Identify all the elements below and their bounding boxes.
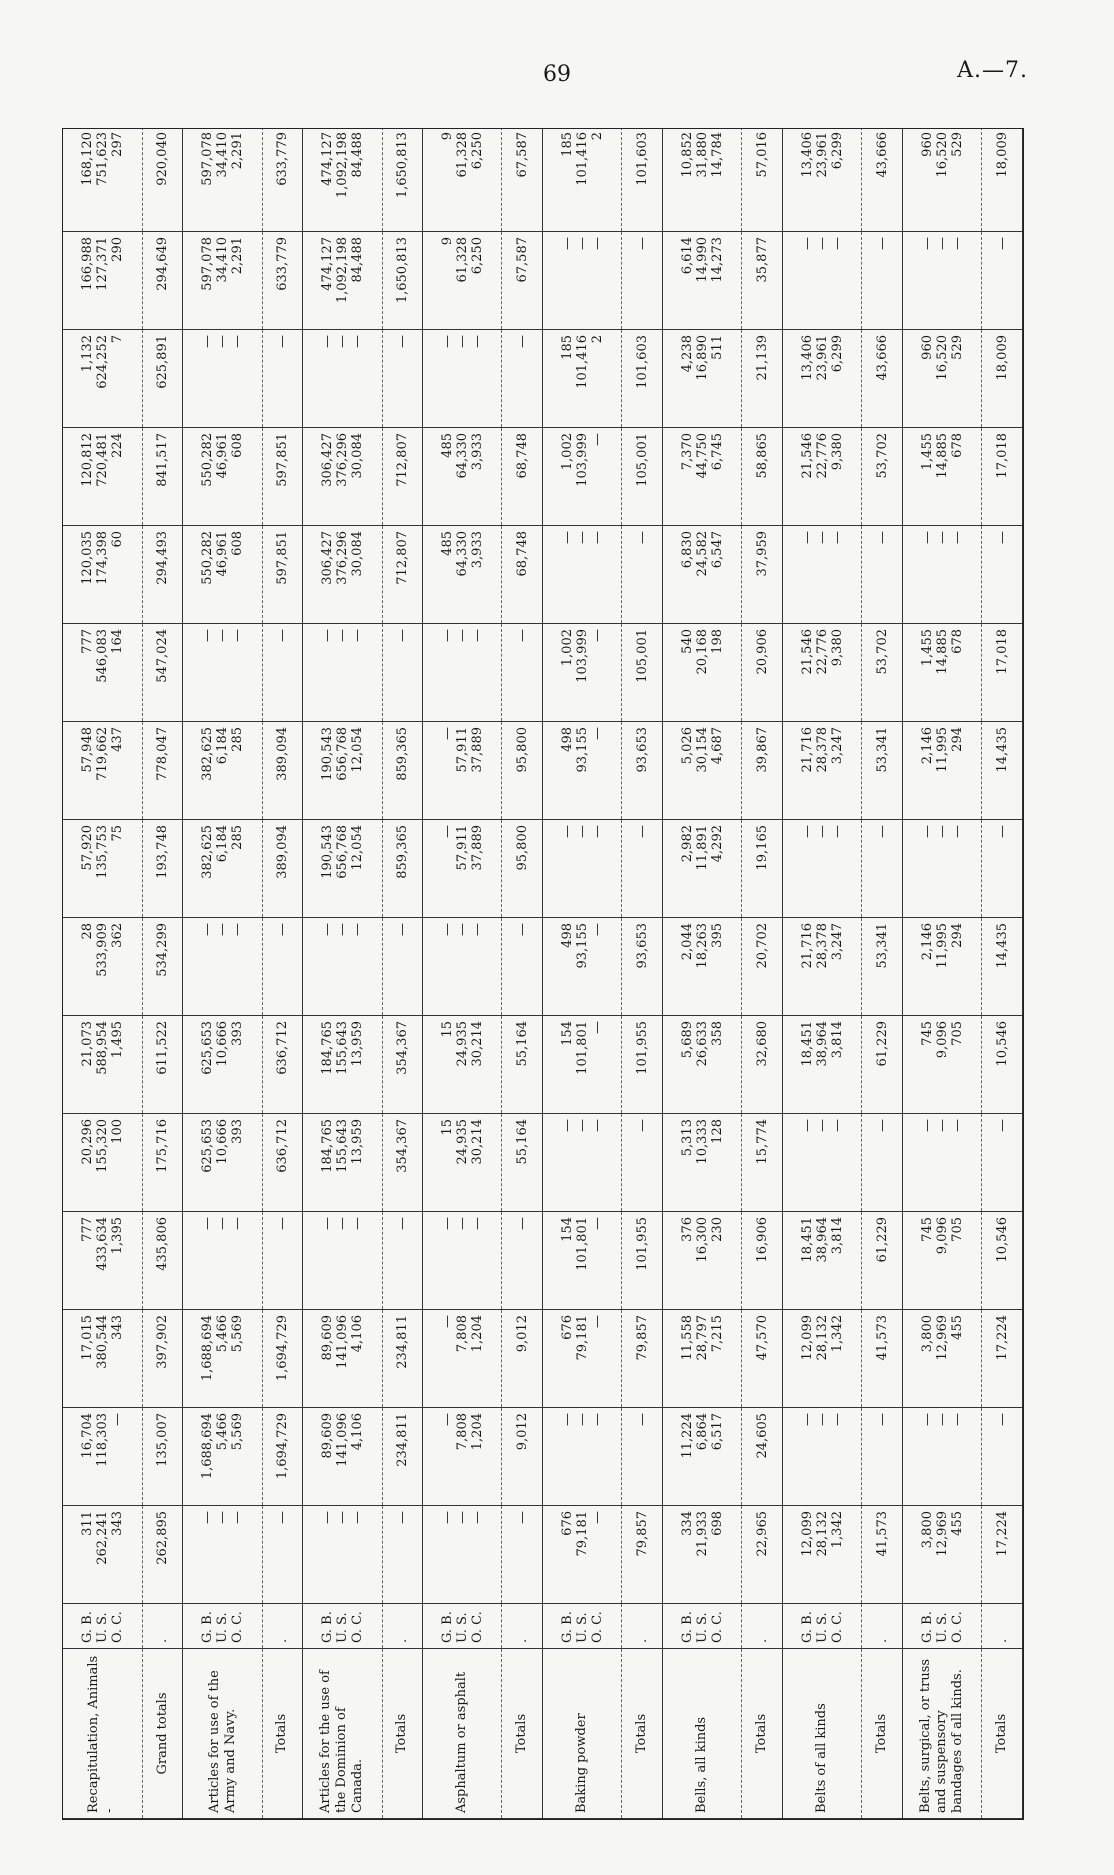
value-cell: — — —: [303, 918, 382, 1016]
value-cell: 12,099 28,132 1,342: [783, 1310, 862, 1408]
value-cell: 777 433,634 1,395: [63, 1212, 142, 1310]
rotated-ledger: [63, 129, 1023, 1819]
value-cell: — — —: [543, 1114, 622, 1212]
value-cell: 485 64,330 3,933: [423, 428, 502, 526]
item-row: [63, 128, 142, 1819]
value-cell: —: [502, 330, 543, 428]
value-cell: 55,164: [502, 1016, 543, 1114]
value-cell: 18,451 38,964 3,814: [783, 1016, 862, 1114]
value-cell: 175,716: [142, 1114, 183, 1212]
totals-row: [502, 128, 543, 1819]
value-cell: 184,765 155,643 13,959: [303, 1114, 382, 1212]
value-cell: 1,002 103,999 —: [543, 624, 622, 722]
value-cell: — 57,911 37,889: [423, 722, 502, 820]
value-cell: 597,078 34,410 2,291: [183, 128, 262, 232]
value-cell: —: [622, 526, 663, 624]
value-cell: 17,018: [982, 624, 1023, 722]
value-cell: 1,455 14,885 678: [902, 624, 981, 722]
value-cell: 745 9,096 705: [902, 1212, 981, 1310]
value-cell: — — —: [303, 1506, 382, 1604]
country-codes: G. B. U. S. O. C.: [303, 1604, 382, 1649]
value-cell: 389,094: [262, 722, 303, 820]
value-cell: 2,146 11,995 294: [902, 918, 981, 1016]
value-cell: — — —: [183, 330, 262, 428]
value-cell: —: [262, 1506, 303, 1604]
row-label: Belts, surgical, or truss and suspensory bandages of all kinds.: [902, 1649, 981, 1819]
value-cell: —: [622, 1114, 663, 1212]
value-cell: —: [982, 1408, 1023, 1506]
value-cell: 960 16,520 529: [902, 330, 981, 428]
value-cell: 43,666: [862, 330, 903, 428]
value-cell: 21,546 22,776 9,380: [783, 428, 862, 526]
value-cell: 1,694,729: [262, 1408, 303, 1506]
value-cell: 15,774: [742, 1114, 783, 1212]
value-cell: 22,965: [742, 1506, 783, 1604]
ledger-body: [63, 128, 1023, 1819]
value-cell: 306,427 376,296 30,084: [303, 526, 382, 624]
value-cell: 39,867: [742, 722, 783, 820]
value-cell: — 7,808 1,204: [423, 1310, 502, 1408]
value-cell: 32,680: [742, 1016, 783, 1114]
value-cell: 53,702: [862, 624, 903, 722]
value-cell: 14,435: [982, 722, 1023, 820]
country-codes: G. B. U. S. O. C.: [663, 1604, 742, 1649]
value-cell: — — —: [783, 820, 862, 918]
country-codes: .: [262, 1604, 303, 1649]
value-cell: — — —: [423, 1506, 502, 1604]
value-cell: 6,614 14,990 14,273: [663, 232, 742, 330]
value-cell: 57,948 719,662 437: [63, 722, 142, 820]
value-cell: 625,891: [142, 330, 183, 428]
item-row: [183, 128, 262, 1819]
item-row: [543, 128, 622, 1819]
value-cell: —: [502, 1212, 543, 1310]
value-cell: 262,895: [142, 1506, 183, 1604]
value-cell: —: [622, 1408, 663, 1506]
value-cell: 474,127 1,092,198 84,488: [303, 128, 382, 232]
value-cell: 190,543 656,768 12,054: [303, 820, 382, 918]
value-cell: 41,573: [862, 1310, 903, 1408]
value-cell: 61,229: [862, 1212, 903, 1310]
value-cell: — — —: [423, 330, 502, 428]
value-cell: —: [502, 918, 543, 1016]
value-cell: 550,282 46,961 608: [183, 428, 262, 526]
totals-row: [142, 128, 183, 1819]
value-cell: 20,906: [742, 624, 783, 722]
value-cell: 24,605: [742, 1408, 783, 1506]
value-cell: 4,238 16,890 511: [663, 330, 742, 428]
country-codes: G. B. U. S. O. C.: [543, 1604, 622, 1649]
value-cell: 611,522: [142, 1016, 183, 1114]
row-label: Totals: [502, 1649, 543, 1819]
value-cell: 21,139: [742, 330, 783, 428]
value-cell: 859,365: [382, 820, 423, 918]
value-cell: 58,865: [742, 428, 783, 526]
page-number: 69: [543, 62, 571, 87]
value-cell: — — —: [783, 1408, 862, 1506]
value-cell: 120,035 174,398 60: [63, 526, 142, 624]
value-cell: 35,877: [742, 232, 783, 330]
value-cell: — — —: [303, 624, 382, 722]
value-cell: —: [382, 1506, 423, 1604]
value-cell: 474,127 1,092,198 84,488: [303, 232, 382, 330]
value-cell: —: [502, 624, 543, 722]
value-cell: 1,650,813: [382, 128, 423, 232]
value-cell: 53,341: [862, 722, 903, 820]
value-cell: —: [862, 1408, 903, 1506]
value-cell: 93,653: [622, 722, 663, 820]
value-cell: 625,653 10,666 393: [183, 1114, 262, 1212]
country-codes: .: [142, 1604, 183, 1649]
ledger-frame: [62, 128, 1024, 1820]
value-cell: 154 101,801 —: [543, 1016, 622, 1114]
country-codes: G. B. U. S. O. C.: [423, 1604, 502, 1649]
row-label: Totals: [862, 1649, 903, 1819]
value-cell: 15 24,935 30,214: [423, 1016, 502, 1114]
totals-row: [742, 128, 783, 1819]
value-cell: 676 79,181 —: [543, 1310, 622, 1408]
value-cell: 47,570: [742, 1310, 783, 1408]
value-cell: 101,603: [622, 330, 663, 428]
value-cell: 2,982 11,891 4,292: [663, 820, 742, 918]
value-cell: 498 93,155 —: [543, 918, 622, 1016]
value-cell: —: [622, 232, 663, 330]
value-cell: 354,367: [382, 1114, 423, 1212]
value-cell: — — —: [303, 330, 382, 428]
value-cell: 41,573: [862, 1506, 903, 1604]
value-cell: 397,902: [142, 1310, 183, 1408]
value-cell: — — —: [183, 1212, 262, 1310]
value-cell: 745 9,096 705: [902, 1016, 981, 1114]
value-cell: 68,748: [502, 428, 543, 526]
value-cell: — — —: [423, 918, 502, 1016]
value-cell: 9,012: [502, 1408, 543, 1506]
document-id: A.—7.: [957, 58, 1028, 83]
value-cell: 17,224: [982, 1506, 1023, 1604]
country-codes: .: [742, 1604, 783, 1649]
value-cell: — — —: [543, 526, 622, 624]
value-cell: 376 16,300 230: [663, 1212, 742, 1310]
country-codes: G. B. U. S. O. C.: [902, 1604, 981, 1649]
value-cell: 540 20,168 198: [663, 624, 742, 722]
country-codes: .: [862, 1604, 903, 1649]
value-cell: — — —: [543, 232, 622, 330]
value-cell: —: [982, 526, 1023, 624]
value-cell: 10,546: [982, 1016, 1023, 1114]
value-cell: 101,955: [622, 1212, 663, 1310]
value-cell: 2,146 11,995 294: [902, 722, 981, 820]
value-cell: —: [262, 624, 303, 722]
value-cell: 1,132 624,252 7: [63, 330, 142, 428]
value-cell: 1,002 103,999 —: [543, 428, 622, 526]
value-cell: —: [382, 918, 423, 1016]
row-label: Articles for use of the Army and Navy.: [183, 1649, 262, 1819]
value-cell: 20,296 155,320 100: [63, 1114, 142, 1212]
value-cell: 306,427 376,296 30,084: [303, 428, 382, 526]
value-cell: 633,779: [262, 232, 303, 330]
value-cell: — — —: [183, 624, 262, 722]
value-cell: — 57,911 37,889: [423, 820, 502, 918]
value-cell: 14,435: [982, 918, 1023, 1016]
row-label: Totals: [742, 1649, 783, 1819]
value-cell: 67,587: [502, 128, 543, 232]
value-cell: — — —: [423, 624, 502, 722]
value-cell: 597,851: [262, 526, 303, 624]
value-cell: 95,800: [502, 722, 543, 820]
value-cell: 28 533,909 362: [63, 918, 142, 1016]
value-cell: 10,852 31,880 14,784: [663, 128, 742, 232]
totals-row: [982, 128, 1023, 1819]
value-cell: 17,015 380,544 343: [63, 1310, 142, 1408]
value-cell: 9 61,328 6,250: [423, 128, 502, 232]
value-cell: 625,653 10,666 393: [183, 1016, 262, 1114]
value-cell: 712,807: [382, 526, 423, 624]
value-cell: 234,811: [382, 1310, 423, 1408]
value-cell: 234,811: [382, 1408, 423, 1506]
value-cell: 95,800: [502, 820, 543, 918]
value-cell: 777 546,083 164: [63, 624, 142, 722]
value-cell: 636,712: [262, 1016, 303, 1114]
value-cell: 294,649: [142, 232, 183, 330]
value-cell: 53,341: [862, 918, 903, 1016]
value-cell: — 7,808 1,204: [423, 1408, 502, 1506]
item-row: [902, 128, 981, 1819]
value-cell: 12,099 28,132 1,342: [783, 1506, 862, 1604]
value-cell: 21,716 28,378 3,247: [783, 722, 862, 820]
value-cell: 193,748: [142, 820, 183, 918]
value-cell: —: [982, 232, 1023, 330]
country-codes: .: [502, 1604, 543, 1649]
value-cell: — — —: [543, 820, 622, 918]
totals-row: [262, 128, 303, 1819]
value-cell: 13,406 23,961 6,299: [783, 330, 862, 428]
value-cell: 778,047: [142, 722, 183, 820]
value-cell: 120,812 720,481 224: [63, 428, 142, 526]
value-cell: —: [262, 330, 303, 428]
row-label: Articles for the use of the Dominion of Canada.: [303, 1649, 382, 1819]
value-cell: —: [262, 918, 303, 1016]
value-cell: 135,007: [142, 1408, 183, 1506]
value-cell: 154 101,801 —: [543, 1212, 622, 1310]
value-cell: 7,370 44,750 6,745: [663, 428, 742, 526]
value-cell: 597,078 34,410 2,291: [183, 232, 262, 330]
value-cell: 105,001: [622, 624, 663, 722]
value-cell: 2,044 18,263 395: [663, 918, 742, 1016]
value-cell: — — —: [543, 1408, 622, 1506]
value-cell: 597,851: [262, 428, 303, 526]
item-row: [303, 128, 382, 1819]
value-cell: 17,018: [982, 428, 1023, 526]
value-cell: 21,716 28,378 3,247: [783, 918, 862, 1016]
value-cell: 9,012: [502, 1310, 543, 1408]
row-label: Totals: [382, 1649, 423, 1819]
item-row: [783, 128, 862, 1819]
value-cell: 21,073 588,954 1,495: [63, 1016, 142, 1114]
value-cell: 168,120 751,623 297: [63, 128, 142, 232]
value-cell: 920,040: [142, 128, 183, 232]
value-cell: 18,451 38,964 3,814: [783, 1212, 862, 1310]
value-cell: — — —: [423, 1212, 502, 1310]
value-cell: —: [862, 232, 903, 330]
totals-row: [382, 128, 423, 1819]
value-cell: — — —: [902, 820, 981, 918]
value-cell: 185 101,416 2: [543, 330, 622, 428]
value-cell: 1,694,729: [262, 1310, 303, 1408]
value-cell: 5,689 26,633 358: [663, 1016, 742, 1114]
value-cell: — — —: [783, 1114, 862, 1212]
country-codes: G. B. U. S. O. C.: [783, 1604, 862, 1649]
value-cell: 633,779: [262, 128, 303, 232]
value-cell: — — —: [183, 1506, 262, 1604]
value-cell: 79,857: [622, 1310, 663, 1408]
country-codes: .: [982, 1604, 1023, 1649]
value-cell: 485 64,330 3,933: [423, 526, 502, 624]
value-cell: 547,024: [142, 624, 183, 722]
value-cell: 1,650,813: [382, 232, 423, 330]
value-cell: 184,765 155,643 13,959: [303, 1016, 382, 1114]
value-cell: —: [982, 1114, 1023, 1212]
row-label: Bells, all kinds: [663, 1649, 742, 1819]
value-cell: 960 16,520 529: [902, 128, 981, 232]
item-row: [663, 128, 742, 1819]
value-cell: 13,406 23,961 6,299: [783, 128, 862, 232]
value-cell: 57,920 135,753 75: [63, 820, 142, 918]
country-codes: G. B. U. S. O. C.: [63, 1604, 142, 1649]
value-cell: 676 79,181 —: [543, 1506, 622, 1604]
value-cell: — — —: [902, 1408, 981, 1506]
value-cell: 498 93,155 —: [543, 722, 622, 820]
value-cell: —: [382, 330, 423, 428]
value-cell: 11,558 28,797 7,215: [663, 1310, 742, 1408]
country-codes: G. B. U. S. O. C.: [183, 1604, 262, 1649]
value-cell: 166,988 127,371 290: [63, 232, 142, 330]
value-cell: 21,546 22,776 9,380: [783, 624, 862, 722]
value-cell: —: [262, 1212, 303, 1310]
value-cell: — — —: [783, 526, 862, 624]
value-cell: —: [382, 1212, 423, 1310]
value-cell: — — —: [902, 1114, 981, 1212]
value-cell: 93,653: [622, 918, 663, 1016]
value-cell: 534,299: [142, 918, 183, 1016]
value-cell: 5,026 30,154 4,687: [663, 722, 742, 820]
value-cell: 10,546: [982, 1212, 1023, 1310]
value-cell: 20,702: [742, 918, 783, 1016]
value-cell: 382,625 6,184 285: [183, 722, 262, 820]
country-codes: .: [622, 1604, 663, 1649]
value-cell: 79,857: [622, 1506, 663, 1604]
value-cell: 101,603: [622, 128, 663, 232]
value-cell: — — —: [783, 232, 862, 330]
value-cell: —: [502, 1506, 543, 1604]
value-cell: 334 21,933 698: [663, 1506, 742, 1604]
row-label: Totals: [622, 1649, 663, 1819]
value-cell: 1,688,694 5,466 5,569: [183, 1408, 262, 1506]
value-cell: 18,009: [982, 330, 1023, 428]
value-cell: 3,800 12,969 455: [902, 1310, 981, 1408]
country-codes: .: [382, 1604, 423, 1649]
value-cell: 68,748: [502, 526, 543, 624]
value-cell: 1,455 14,885 678: [902, 428, 981, 526]
item-row: [423, 128, 502, 1819]
row-label: Totals: [262, 1649, 303, 1819]
totals-row: [622, 128, 663, 1819]
trade-ledger-table: [63, 128, 1023, 1819]
value-cell: 294,493: [142, 526, 183, 624]
value-cell: 5,313 10,333 128: [663, 1114, 742, 1212]
value-cell: 636,712: [262, 1114, 303, 1212]
value-cell: — — —: [902, 526, 981, 624]
value-cell: 311 262,241 343: [63, 1506, 142, 1604]
value-cell: 18,009: [982, 128, 1023, 232]
value-cell: 61,229: [862, 1016, 903, 1114]
value-cell: —: [622, 820, 663, 918]
value-cell: 89,609 141,096 4,106: [303, 1408, 382, 1506]
row-label: Recapitulation, Animals -: [63, 1649, 142, 1819]
value-cell: — — —: [303, 1212, 382, 1310]
value-cell: 67,587: [502, 232, 543, 330]
value-cell: 57,016: [742, 128, 783, 232]
value-cell: 11,224 6,864 6,517: [663, 1408, 742, 1506]
value-cell: — — —: [902, 232, 981, 330]
value-cell: 101,955: [622, 1016, 663, 1114]
value-cell: 37,959: [742, 526, 783, 624]
value-cell: — — —: [183, 918, 262, 1016]
row-label: Baking powder: [543, 1649, 622, 1819]
value-cell: 185 101,416 2: [543, 128, 622, 232]
value-cell: 389,094: [262, 820, 303, 918]
value-cell: 382,625 6,184 285: [183, 820, 262, 918]
value-cell: 1,688,694 5,466 5,569: [183, 1310, 262, 1408]
value-cell: 9 61,328 6,250: [423, 232, 502, 330]
value-cell: 6,830 24,582 6,547: [663, 526, 742, 624]
value-cell: —: [982, 820, 1023, 918]
value-cell: 53,702: [862, 428, 903, 526]
value-cell: 859,365: [382, 722, 423, 820]
value-cell: 550,282 46,961 608: [183, 526, 262, 624]
totals-row: [862, 128, 903, 1819]
value-cell: —: [382, 624, 423, 722]
value-cell: 354,367: [382, 1016, 423, 1114]
row-label: Asphaltum or asphalt: [423, 1649, 502, 1819]
row-label: Grand totals: [142, 1649, 183, 1819]
value-cell: 841,517: [142, 428, 183, 526]
value-cell: 17,224: [982, 1310, 1023, 1408]
row-label: Belts of all kinds: [783, 1649, 862, 1819]
value-cell: 105,001: [622, 428, 663, 526]
value-cell: 19,165: [742, 820, 783, 918]
value-cell: 15 24,935 30,214: [423, 1114, 502, 1212]
value-cell: 89,609 141,096 4,106: [303, 1310, 382, 1408]
value-cell: 435,806: [142, 1212, 183, 1310]
value-cell: 190,543 656,768 12,054: [303, 722, 382, 820]
value-cell: —: [862, 526, 903, 624]
value-cell: 16,906: [742, 1212, 783, 1310]
value-cell: 712,807: [382, 428, 423, 526]
row-label: Totals: [982, 1649, 1023, 1819]
value-cell: 55,164: [502, 1114, 543, 1212]
value-cell: 3,800 12,969 455: [902, 1506, 981, 1604]
value-cell: 16,704 118,303 —: [63, 1408, 142, 1506]
value-cell: 43,666: [862, 128, 903, 232]
value-cell: —: [862, 1114, 903, 1212]
value-cell: —: [862, 820, 903, 918]
